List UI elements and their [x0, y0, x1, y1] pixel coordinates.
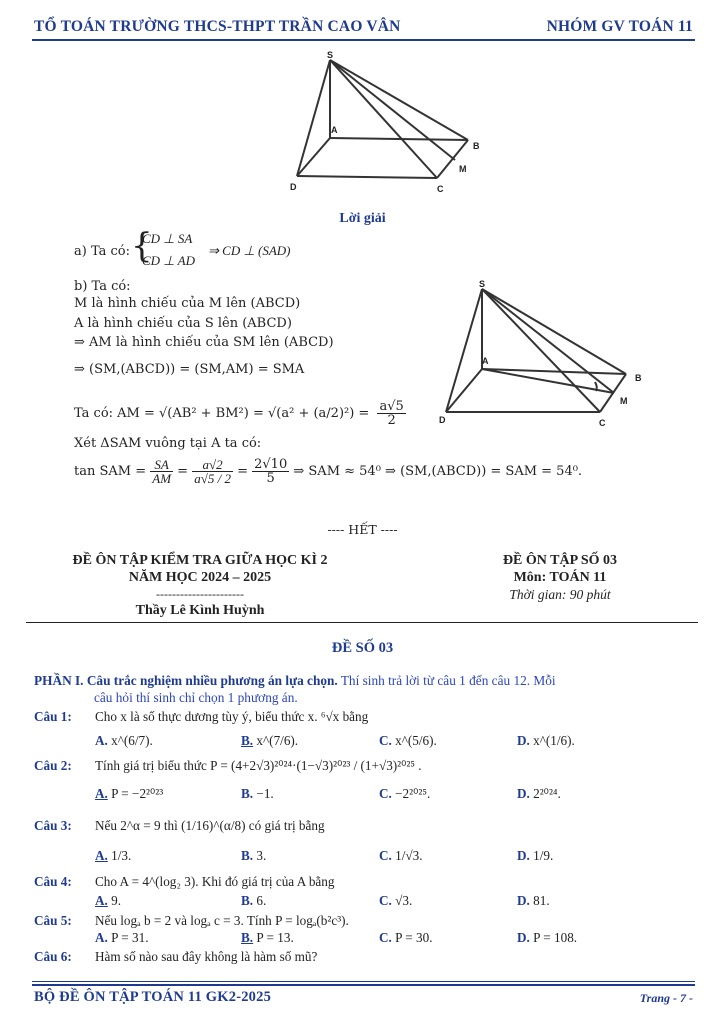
footer-left: BỘ ĐỀ ÔN TẬP TOÁN 11 GK2-2025 — [34, 989, 272, 1005]
q4-option-a[interactable]: A. 9. — [95, 893, 122, 908]
part-rest-2: câu hỏi thí sinh chỉ chọn 1 phương án. — [94, 690, 298, 705]
solution-b-line1: M là hình chiếu của M lên (ABCD) — [74, 296, 301, 311]
q3-option-a[interactable]: A. 1/3. — [95, 848, 132, 863]
solution-am-line — [74, 400, 406, 427]
question-4: Câu 4: Cho A = 4^(log₂ 3). Khi đó giá trị của A bằng — [34, 874, 335, 889]
pyramid-figure-2 — [432, 277, 652, 432]
exam-teacher: Thầy Lê Kình Huỳnh — [135, 603, 265, 618]
solution-b-line3: ⇒ AM là hình chiếu của SM lên (ABCD) — [74, 335, 334, 350]
fig2-label-S: S — [479, 279, 486, 289]
fig1-label-B: B — [473, 141, 480, 151]
exam-right-title: ĐỀ ÔN TẬP SỐ 03 — [502, 553, 618, 568]
part-intro — [34, 672, 694, 706]
footer-rule-2 — [32, 984, 695, 986]
solution-a-prefix: a) Ta có: — [74, 244, 130, 259]
de-so-title: ĐỀ SỐ 03 — [331, 640, 394, 656]
fig2-label-C: C — [599, 418, 606, 428]
q2-option-b[interactable]: B. −1. — [241, 786, 274, 801]
question-3: Câu 3: Nếu 2^α = 9 thì (1/16)^(α/8) có giá trị bằng — [34, 818, 325, 833]
header-right: NHÓM GV TOÁN 11 — [546, 18, 693, 35]
fig1-label-M: M — [459, 164, 467, 174]
pyramid-figure-1 — [285, 48, 495, 198]
fig1-label-A: A — [331, 125, 338, 135]
am-fraction — [377, 400, 405, 427]
q1-option-a[interactable]: A. x^(6/7). — [95, 733, 153, 748]
q2-option-c[interactable]: C. −2²⁰²⁵. — [379, 786, 431, 801]
part-rest-1: Thí sinh trả lời từ câu 1 đến câu 12. Mỗi — [340, 673, 556, 688]
am-num: a√5 — [379, 399, 404, 414]
solution-end: ---- HẾT ---- — [327, 522, 398, 537]
fig2-label-A: A — [482, 356, 489, 366]
question-1: Câu 1: Cho x là số thực dương tùy ý, biểu thức x. ⁶√x bằng — [34, 709, 369, 724]
q5-option-b[interactable]: B. P = 13. — [241, 930, 294, 945]
header-left: TỔ TOÁN TRƯỜNG THCS-THPT TRẦN CAO VÂN — [34, 18, 401, 35]
question-list — [34, 709, 694, 965]
q1-option-b[interactable]: B. x^(7/6). — [241, 733, 299, 748]
q4-option-b[interactable]: B. 6. — [241, 893, 267, 908]
solution-a-line1: CD ⊥ SA — [142, 231, 193, 246]
fig1-label-C: C — [437, 184, 444, 194]
tan-frac-1: $\frac{SA}{AM}$ — [152, 457, 172, 486]
solution-xet: Xét ΔSAM vuông tại A ta có: — [74, 436, 262, 451]
fig2-label-B: B — [635, 373, 642, 383]
tan-frac-2: $\frac{a√2}{a√5 / 2}$ — [194, 457, 231, 486]
am-prefix: Ta có: AM = √(AB² + BM²) = √(a² + (a/2)²) = — [74, 406, 370, 421]
q5-option-c[interactable]: C. P = 30. — [379, 930, 433, 945]
solution-a-line2: CD ⊥ AD — [142, 253, 195, 268]
exam-time: Thời gian: 90 phút — [509, 587, 611, 602]
question-5: Câu 5: Nếu logₐ b = 2 và logₐ c = 3. Tính P = logₐ(b²c³). — [34, 913, 349, 928]
q1-option-c[interactable]: C. x^(5/6). — [379, 733, 437, 748]
q3-option-d[interactable]: D. 1/9. — [517, 848, 554, 863]
system-brace: { — [131, 226, 153, 266]
page-number: Trang - 7 - — [639, 991, 693, 1005]
fig2-label-M: M — [620, 396, 628, 406]
fig1-label-S: S — [327, 50, 334, 60]
header-rule — [32, 39, 695, 41]
am-den: 2 — [387, 413, 396, 428]
q3-option-b[interactable]: B. 3. — [241, 848, 267, 863]
part-bold: PHẦN I. Câu trắc nghiệm nhiều phương án lựa chọn. — [34, 673, 338, 688]
question-2: Câu 2: Tính giá trị biểu thức P = (4+2√3)²⁰²⁴·(1−√3)²⁰²³ / (1+√3)²⁰²⁵ . — [34, 758, 422, 773]
exam-left-year: NĂM HỌC 2024 – 2025 — [128, 570, 272, 585]
fig1-label-D: D — [290, 182, 297, 192]
fig2-label-D: D — [439, 415, 446, 425]
q2-option-d[interactable]: D. 2²⁰²⁴. — [517, 786, 561, 801]
exam-subject: Môn: TOÁN 11 — [513, 570, 607, 585]
question-2-options — [34, 782, 694, 812]
q5-option-d[interactable]: D. P = 108. — [517, 930, 578, 945]
question-1-options — [34, 729, 694, 754]
q1-option-d[interactable]: D. x^(1/6). — [517, 733, 575, 748]
solution-b-intro: b) Ta có: — [74, 279, 131, 294]
q3-option-c[interactable]: C. 1/√3. — [379, 848, 423, 863]
tan-frac-3: $\frac{2√10}{5}$ — [254, 457, 288, 486]
q4-option-c[interactable]: C. √3. — [379, 893, 413, 908]
solution-title: Lời giải — [339, 211, 386, 226]
exam-left-dashes: ---------------------- — [156, 587, 244, 601]
footer-rule-1 — [32, 981, 695, 982]
solution-b-line2: A là hình chiếu của S lên (ABCD) — [74, 316, 292, 331]
q4-option-d[interactable]: D. 81. — [517, 893, 550, 908]
solution-b-line4: ⇒ (SM,(ABCD)) = (SM,AM) = SMA — [74, 362, 305, 377]
solution-tan-line: tan SAM = $\frac{SA}{AM}$ = $\frac{a√2}{a√5 / 2}$ = $\frac{2√10}{5}$ ⇒ SAM ≈ 54⁰ ⇒ (SM,(ABCD)) = SAM = 54⁰. — [74, 457, 583, 486]
exam-divider — [26, 622, 698, 623]
q5-option-a[interactable]: A. P = 31. — [95, 930, 149, 945]
tan-prefix: tan SAM = — [74, 464, 147, 479]
question-5-options — [34, 926, 694, 945]
exam-left-title: ĐỀ ÔN TẬP KIỂM TRA GIỮA HỌC KÌ 2 — [72, 553, 328, 568]
question-4-options — [34, 889, 694, 909]
question-3-options — [34, 838, 694, 870]
tan-suffix: ⇒ SAM ≈ 54⁰ ⇒ (SM,(ABCD)) = SAM = 54⁰. — [293, 464, 583, 479]
q2-option-a[interactable]: A. P = −2²⁰²³ — [95, 786, 164, 801]
solution-a-result: ⇒ CD ⊥ (SAD) — [208, 243, 291, 258]
question-6: Câu 6: Hàm số nào sau đây không là hàm số mũ? — [34, 949, 318, 964]
